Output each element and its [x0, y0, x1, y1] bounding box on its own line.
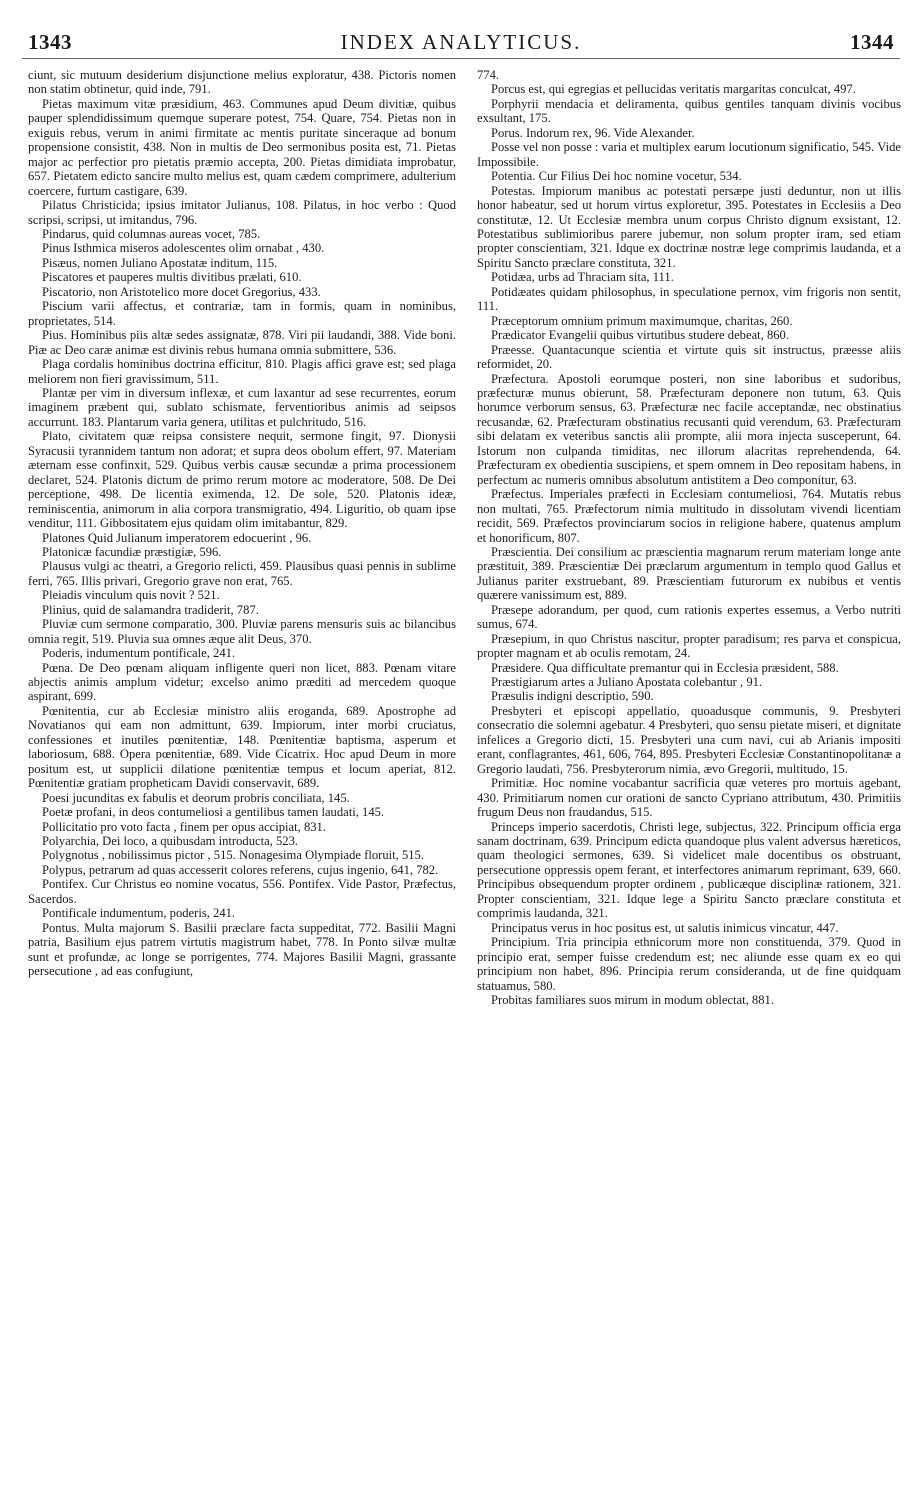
index-entry: Plausus vulgi ac theatri, a Gregorio relicti, 459. Plausibus quasi pennis in sublime ferri, 765. Illis privari, Gregorio grave non erat, 765.: [28, 559, 456, 588]
index-entry: Pontifex. Cur Christus eo nomine vocatus, 556. Pontifex. Vide Pastor, Præfectus, Sacerdos.: [28, 877, 456, 906]
index-entry: Pinus Isthmica miseros adolescentes olim ornabat , 430.: [42, 241, 325, 256]
right-column: [477, 68, 901, 1496]
index-entry: Pindarus, quid columnas aureas vocet, 785.: [42, 226, 261, 241]
index-entry: Præfectura. Apostoli eorumque posteri, non sine laboribus et sudoribus, præfecturæ munus obierunt, 58. Præfecturam deponere non tutum, 63. Quis horumce verborum sensus, 63. Præfecturæ nec facile acceptandæ, nec obstinatius recusandæ, 62. Præfecturam obstinatius recusanti quid verendum, 63. Præfecturam sibi delatam ex veteribus sanctis alii prompte, alii mora injecta susceperunt, 64. Istorum non culpanda timiditas, nec illorum alacritas reprehendenda, 64. Præfecturam ex obedientia suscipiens, et spem omnem in Deo repositam habens, in perfectum ac numeris omnibus absolutum antistitem a Deo componitur, 63.: [477, 371, 901, 487]
index-entry: Platones Quid Julianum imperatorem edocuerint , 96.: [42, 530, 312, 545]
index-entry: Præsepium, in quo Christus nascitur, propter paradisum; res parva et conspicua, propter magnam et ab oculis remotam, 24.: [477, 631, 901, 661]
index-entry: Præstigiarum artes a Juliano Apostata colebantur , 91.: [491, 675, 763, 690]
index-entry: Pius. Hominibus piis altæ sedes assignatæ, 878. Viri pii laudandi, 388. Vide boni. Piæ ac Deo caræ animæ est divinis rebus humana omnia submittere, 536.: [28, 328, 456, 357]
index-entry: Pontificale indumentum, poderis, 241.: [42, 906, 236, 921]
index-entry: Potidæa, urbs ad Thraciam sita, 111.: [491, 270, 674, 285]
index-entry: Pœnitentia, cur ab Ecclesiæ ministro aliis eroganda, 689. Apostrophe ad Novatianos qui eam non admittunt, 639. Impiorum, inter morbi cruciatus, confessiones et inutiles pœnitentiæ, 148. Pœnitentiæ baptisma, asperum et laboriosum, 688. Opera pœnitentiæ, 689. Vide Cicatrix. Hoc apud Deum in more positum est, ut supplicii dilatione pœnitentiæ tempus et locum aperiat, 812. Pœnitentiæ gratiam propheticam Davidi conservavit, 689.: [28, 703, 456, 791]
index-entry: Plaga cordalis hominibus doctrina efficitur, 810. Plagis affici grave est; sed plaga meliorem non fieri gravissimum, 511.: [28, 357, 456, 386]
index-entry: Primitiæ. Hoc nomine vocabantur sacrificia quæ veteres pro mortuis agebant, 430. Primitiarum nomen cur orationi de sancto Cypriano attributum, 430. Primitiis frugum Deus non fraudandus, 515.: [477, 776, 901, 820]
index-entry: Principatus verus in hoc positus est, ut salutis inimicus vincatur, 447.: [491, 920, 839, 935]
left-column: [28, 68, 456, 1496]
index-entry: Præsepe adorandum, per quod, cum rationis expertes essemus, a Verbo nutriti sumus, 674.: [477, 602, 901, 632]
index-entry: Piscatores et pauperes multis divitibus prælati, 610.: [42, 270, 302, 285]
index-entry: Polyarchia, Dei loco, a quibusdam introducta, 523.: [42, 834, 299, 849]
index-entry: Polygnotus , nobilissimus pictor , 515. Nonagesima Olympiade floruit, 515.: [42, 848, 424, 863]
index-entry: 774.: [477, 68, 500, 82]
index-entry: Pisæus, nomen Juliano Apostatæ inditum, 115.: [42, 255, 278, 270]
running-title: INDEX ANALYTICUS.: [340, 30, 582, 54]
index-entry: Pilatus Christicida; ipsius imitator Julianus, 108. Pilatus, in hoc verbo : Quod scripsi, scripsi, ut imitandus, 796.: [28, 198, 456, 227]
header-rule: [22, 58, 900, 59]
index-entry: Platonicæ facundiæ præstigiæ, 596.: [42, 544, 222, 559]
index-entry: Pœna. De Deo pœnam aliquam infligente queri non licet, 883. Pœnam vitare abjectis animis amplum videtur; excelso animo præditi ad mercedem quoque aspirant, 699.: [28, 660, 456, 704]
index-entry: Pontus. Multa majorum S. Basilii præclare facta suppeditat, 772. Basilii Magni patria, Basilium ejus patrem virtutis magistrum habet, 778. In Ponto silvæ multæ sunt et profundæ, ac longe se porrigentes, 774. Majores Basilii Magni, grassante persecutione , ad eas confugiunt,: [28, 920, 456, 979]
index-entry: Plato, civitatem quæ reipsa consistere nequit, sermone fingit, 97. Dionysii Syracusii tyrannidem tantum non adorat; et supra deos obolum effert, 97. Materiam æternam esse confinxit, 529. Quibus verbis causæ secundæ a prima processionem declaret, 524. Platonis dictum de primo rerum motore ac moderatore, 508. De Dei perceptione, 498. De licentia eximenda, 12. De sole, 520. Platonis ideæ, reminiscentia, animorum in alia corpora transmigratio, 494. Liguritio, ob quam ipse venditur, 111. Gibbositatem ejus quidam olim imitabantur, 829.: [28, 429, 456, 531]
index-entry: Principium. Tria principia ethnicorum more non constituenda, 379. Quod in principio erat, semper fuisse credendum est; nec aliunde esse quam ex eo qui principium non habet, 896. Principia rerum consideranda, ut de fine quidquam statuamus, 580.: [477, 935, 901, 993]
index-entry: Porcus est, qui egregias et pellucidas veritatis margaritas conculcat, 497.: [491, 82, 856, 97]
index-entry: Poderis, indumentum pontificale, 241.: [42, 646, 236, 661]
index-entry: Polypus, petrarum ad quas accesserit colores referens, cujus ingenio, 641, 782.: [42, 862, 439, 877]
index-entry: Poesi jucunditas ex fabulis et deorum probris conciliata, 145.: [42, 790, 350, 805]
index-entry: Præsidere. Qua difficultate premantur qui in Ecclesia præsident, 588.: [491, 660, 839, 675]
index-entry: Piscatorio, non Aristotelico more docet Gregorius, 433.: [42, 284, 321, 299]
page-number-left: 1343: [28, 30, 72, 54]
index-entry: Posse vel non posse : varia et multiplex earum locutionum significatio, 545. Vide Impossibile.: [477, 140, 901, 169]
index-entry: ciunt, sic mutuum desiderium disjunctione melius exploratur, 438. Pictoris nomen non statim obtinetur, quid inde, 791.: [28, 68, 456, 97]
index-entry: Pleiadis vinculum quis novit ? 521.: [42, 588, 220, 603]
index-entry: Porus. Indorum rex, 96. Vide Alexander.: [491, 125, 695, 140]
index-entry: Piscium varii affectus, et contrariæ, tam in formis, quam in nominibus, proprietates, 514.: [28, 299, 456, 328]
page-header: [22, 30, 900, 60]
index-entry: Præceptorum omnium primum maximumque, charitas, 260.: [491, 313, 793, 328]
index-entry: Pietas maximum vitæ præsidium, 463. Communes apud Deum divitiæ, quibus pauper splendidissimum quemque superare potest, 754. Quare, 754. Pietas non in exiguis rebus, verum in animi firmitate ac mentis puritate sinceraque ad bonum propensione consistit, 438. Non in multis de Deo sermonibus posita est, 71. Pietas major ac perfectior pro pietatis præmio accepta, 200. Pietas dimidiata improbatur, 657. Pietatem edicto sancire multo melius est, quam cædem comprimere, adulterium coercere, furtum castigare, 639.: [28, 96, 456, 198]
index-entry: Presbyteri et episcopi appellatio, quoadusque communis, 9. Presbyteri consecratio die solemni agebatur. 4 Presbyteri, quo sensu pietate miseri, et dignitate infelices a Gregorio dicti, 15. Presbyteri una cum navi, cui ab Arianis impositi erant, conflagrantes, 461, 606, 764, 895. Presbyteri Ecclesiæ Constantinopolitanæ a Gregorio laudati, 756. Presbyterorum nimia, ævo Gregorii, multitudo, 15.: [477, 703, 901, 776]
index-entry: Præscientia. Dei consilium ac præscientia magnarum rerum materiam longe ante præstituit, 389. Præscientiæ Dei præclarum argumentum in templo quod Gallus et Julianus pariter exstruebant, 89. Præscientiam futurorum ex nubibus et ventis quærere vanissimum est, 889.: [477, 544, 901, 603]
index-entry: Prædicator Evangelii quibus virtutibus studere debeat, 860.: [491, 328, 789, 343]
page-number-right: 1344: [850, 30, 894, 54]
index-entry: Plantæ per vim in diversum inflexæ, et cum laxantur ad sese recurrentes, eorum imaginem præbent qui, sublato schismate, ferventioribus animis ad seipsos accurrunt. 183. Plantarum varia genera, utilitas et pulchritudo, 516.: [28, 385, 456, 429]
index-entry: Potidæates quidam philosophus, in speculatione pernox, vim frigoris non sentit, 111.: [477, 284, 901, 314]
index-entry: Præfectus. Imperiales præfecti in Ecclesiam contumeliosi, 764. Mutatis rebus non multati, 765. Præfectorum nimia multitudo in dissolutam vivendi licentiam recidit, 569. Præfectos provinciarum socios in religione habere, quatenus amplum et honorificum, 807.: [477, 487, 901, 545]
index-entry: Porphyrii mendacia et deliramenta, quibus gentiles tanquam divinis vocibus exsultant, 175.: [477, 96, 901, 126]
index-entry: Præsulis indigni descriptio, 590.: [491, 689, 654, 704]
index-entry: Pluviæ cum sermone comparatio, 300. Pluviæ parens mensuris suis ac bilancibus omnia regit, 519. Pluvia sua omnes æque alit Deus, 370.: [28, 617, 456, 646]
index-entry: Pollicitatio pro voto facta , finem per opus accipiat, 831.: [42, 819, 326, 834]
index-entry: Potentia. Cur Filius Dei hoc nomine vocetur, 534.: [491, 169, 742, 184]
index-entry: Præesse. Quantacunque scientia et virtute quis sit instructus, præesse aliis reformidet, 20.: [477, 342, 901, 372]
index-entry: Probitas familiares suos mirum in modum oblectat, 881.: [491, 993, 774, 1007]
index-entry: Poetæ profani, in deos contumeliosi a gentilibus tamen laudati, 145.: [42, 805, 385, 820]
index-entry: Potestas. Impiorum manibus ac potestati persæpe justi deduntur, non ut illis honor habeatur, sed ut horum virtus exploretur, 395. Potestates in Ecclesiis a Deo constitutæ, 12. Ut Ecclesiæ membra unum corpus Christo dignum exsistant, 12. Potestatibus sublimioribus parere jubemur, non solum propter iram, sed etiam propter conscientiam, 321. Idque ex doctrinæ nostræ lege comprimis laudanda, et a Spiritu Sancto præclare constituta, 321.: [477, 183, 901, 270]
index-entry: Princeps imperio sacerdotis, Christi lege, subjectus, 322. Principum officia erga sanam doctrinam, 639. Principum edicta quandoque plus valent adversus hæreticos, quam theologici sermones, 639. Si videlicet male docentibus os obstruant, persecutione oppressis opem ferant, et interfectores animarum reprimant, 639, 660. Principibus obsequendum propter ordinem , publicæque disciplinæ rationem, 321. Propter conscientiam, 321. Idque lege a Spiritu Sancto præclare constituta et comprimis laudanda, 321.: [477, 819, 901, 921]
index-entry: Plinius, quid de salamandra tradiderit, 787.: [42, 602, 259, 617]
